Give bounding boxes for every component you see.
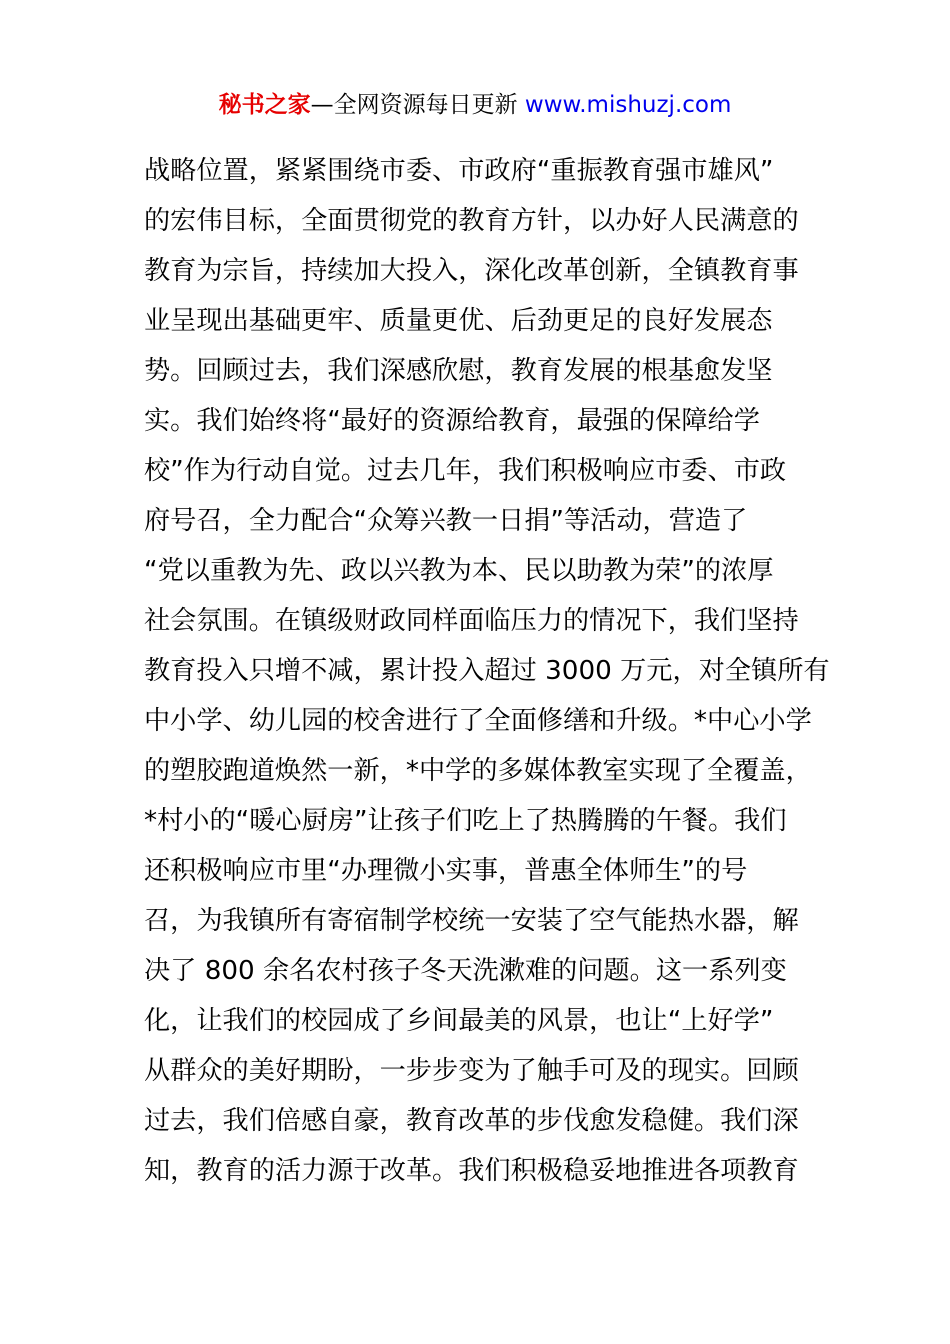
text-line: 的塑胶跑道焕然一新，*中学的多媒体教室实现了全覆盖， — [144, 756, 812, 786]
text-line: 从群众的美好期盼，一步步变为了触手可及的现实。回顾 — [144, 1056, 799, 1086]
text-line: 知，教育的活力源于改革。我们积极稳妥地推进各项教育 — [144, 1156, 799, 1186]
text-line: “党以重教为先、政以兴教为本、民以助教为荣”的浓厚 — [144, 556, 774, 586]
text-line: 召，为我镇所有寄宿制学校统一安装了空气能热水器，解 — [144, 906, 799, 936]
site-brand: 秘书之家 — [218, 92, 311, 118]
text-line: 教育为宗旨，持续加大投入，深化改革创新，全镇教育事 — [144, 256, 799, 286]
text-line: 战略位置，紧紧围绕市委、市政府“重振教育强市雄风” — [144, 156, 774, 186]
text-line: 还积极响应市里“办理微小实事，普惠全体师生”的号 — [144, 856, 748, 886]
site-tagline: —全网资源每日更新 — [310, 92, 525, 118]
text-line: *村小的“暖心厨房”让孩子们吃上了热腾腾的午餐。我们 — [144, 806, 787, 836]
text-line: 过去，我们倍感自豪，教育改革的步伐愈发稳健。我们深 — [144, 1106, 799, 1136]
site-url-link[interactable]: www.mishuzj.com — [524, 92, 732, 118]
text-line: 决了 800 余名农村孩子冬天洗漱难的问题。这一系列变 — [144, 956, 787, 986]
text-line: 的宏伟目标，全面贯彻党的教育方针，以办好人民满意的 — [144, 206, 799, 236]
text-line: 中小学、幼儿园的校舍进行了全面修缮和升级。*中心小学 — [144, 706, 812, 736]
page-header — [0, 88, 950, 122]
text-line: 实。我们始终将“最好的资源给教育，最强的保障给学 — [144, 406, 760, 436]
text-line: 社会氛围。在镇级财政同样面临压力的情况下，我们坚持 — [144, 606, 799, 636]
text-line: 教育投入只增不减，累计投入超过 3000 万元，对全镇所有 — [144, 656, 830, 686]
text-line: 化，让我们的校园成了乡间最美的风景，也让“上好学” — [144, 1006, 774, 1036]
document-body — [144, 146, 830, 1196]
text-line: 势。回顾过去，我们深感欣慰，教育发展的根基愈发坚 — [144, 356, 773, 386]
text-line: 校”作为行动自觉。过去几年，我们积极响应市委、市政 — [144, 456, 787, 486]
text-line: 府号召，全力配合“众筹兴教一日捐”等活动，营造了 — [144, 506, 748, 536]
text-line: 业呈现出基础更牢、质量更优、后劲更足的良好发展态 — [144, 306, 773, 336]
